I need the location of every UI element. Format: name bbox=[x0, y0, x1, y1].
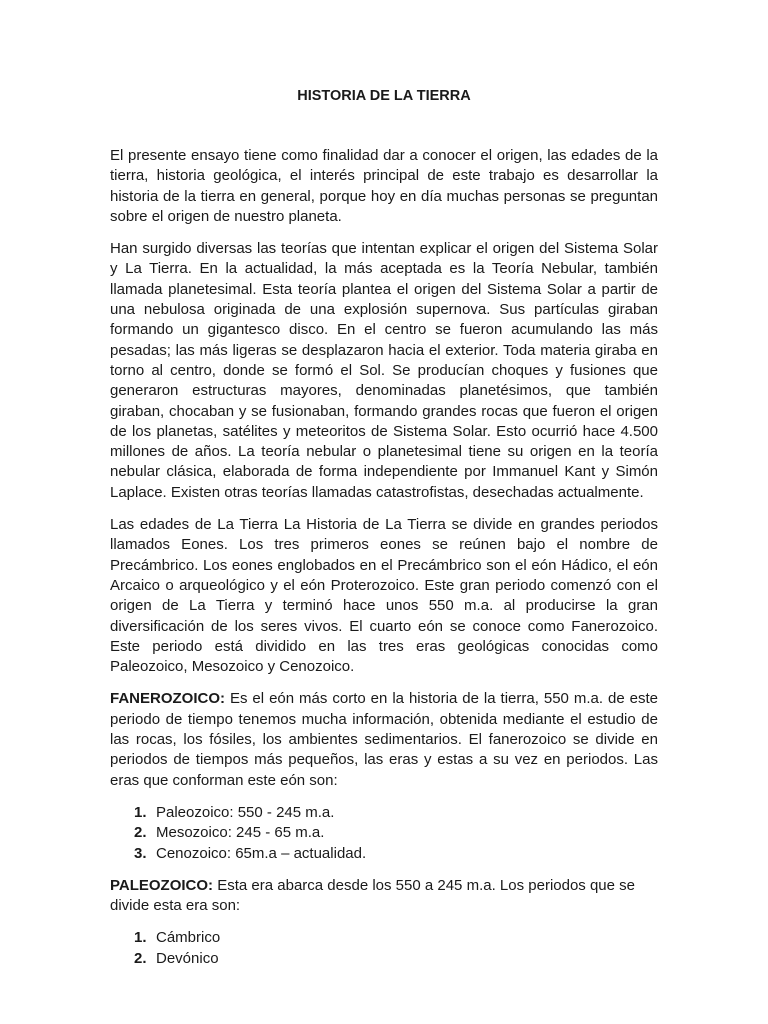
fanerozoico-text: Es el eón más corto en la historia de la tierra, 550 m.a. de este periodo de tiempo tenemos mucha información, obtenida mediante el estudio de las rocas, los fósiles, los ambientes sedimentarios. El fanerozoico se divide en periodos de tiempos más pequeños, las eras y estas a su vez en periodos. Las eras que conforman este eón son: bbox=[110, 690, 658, 789]
paleozoico-period-list bbox=[110, 928, 658, 969]
list-item-text: Cámbrico bbox=[156, 929, 221, 947]
paragraph-paleozoico bbox=[110, 876, 658, 917]
document-body bbox=[110, 146, 658, 981]
list-item-number: 2. bbox=[134, 824, 147, 842]
paleozoico-heading: PALEOZOICO: bbox=[110, 876, 214, 894]
list-item-number: 1. bbox=[134, 929, 147, 947]
list-item-text: Mesozoico: 245 - 65 m.a. bbox=[156, 824, 325, 842]
paragraph-ages: Las edades de La Tierra La Historia de La Tierra se divide en grandes periodos llamados Eones. Los tres primeros eones se reúnen bajo el nombre de Precámbrico. Los eones englobados en el Precámbrico son el eón Hádico, el eón Arcaico o arqueológico y el eón Proterozoico. Este gran periodo comenzó con el origen de La Tierra y terminó hace unos 550 m.a. al producirse la gran diversificación de los seres vivos. El cuarto eón se conoce como Fanerozoico. Este periodo está dividido en las tres eras geológicas conocidas como Paleozoico, Mesozoico y Cenozoico. bbox=[110, 516, 658, 676]
list-item bbox=[134, 803, 658, 823]
list-item-number: 3. bbox=[134, 844, 147, 862]
list-item bbox=[134, 949, 658, 969]
paragraph-fanerozoico bbox=[110, 689, 658, 790]
list-item-text: Paleozoico: 550 - 245 m.a. bbox=[156, 803, 335, 821]
list-item-number: 1. bbox=[134, 803, 147, 821]
list-item-number: 2. bbox=[134, 949, 147, 967]
list-item bbox=[134, 928, 658, 948]
document-page bbox=[110, 0, 658, 1024]
paragraph-theories: Han surgido diversas las teorías que intentan explicar el origen del Sistema Solar y La Tierra. En la actualidad, la más aceptada es la Teoría Nebular, también llamada planetesimal. Esta teoría plantea el origen del Sistema Solar a partir de una nebulosa originada de una explosión supernova. Sus partículas giraban formando un gigantesco disco. En el centro se fueron acumulando las más pesadas; las más ligeras se desplazaron hacia el exterior. Toda materia giraba en torno al centro, donde se formó el Sol. Se producían choques y fusiones que generaron estructuras mayores, denominadas planetésimos, que también giraban, chocaban y se fusionaban, formando grandes rocas que fueron el origen de los planetas, satélites y meteoritos de Sistema Solar. Esto ocurrió hace 4.500 millones de años. La teoría nebular o planetesimal tiene su origen en la teoría nebular clásica, elaborada de forma independiente por Immanuel Kant y Simón Laplace. Existen otras teorías llamadas catastrofistas, desechadas actualmente. bbox=[110, 240, 658, 501]
document-title: HISTORIA DE LA TIERRA bbox=[297, 88, 471, 104]
list-item bbox=[134, 844, 658, 864]
list-item-text: Cenozoico: 65m.a – actualidad. bbox=[156, 844, 367, 862]
list-item-text: Devónico bbox=[156, 949, 219, 967]
paragraph-intro: El presente ensayo tiene como finalidad dar a conocer el origen, las edades de la tierra, historia geológica, el interés principal de este trabajo es desarrollar la historia de la tierra en general, porque hoy en día muchas personas se preguntan sobre el origen de nuestro planeta. bbox=[110, 147, 658, 225]
fanerozoico-heading: FANEROZOICO: bbox=[110, 690, 225, 708]
list-item bbox=[134, 823, 658, 843]
fanerozoico-era-list bbox=[110, 803, 658, 864]
paleozoico-text: Esta era abarca desde los 550 a 245 m.a. Los periodos que se divide esta era son: bbox=[110, 876, 636, 915]
